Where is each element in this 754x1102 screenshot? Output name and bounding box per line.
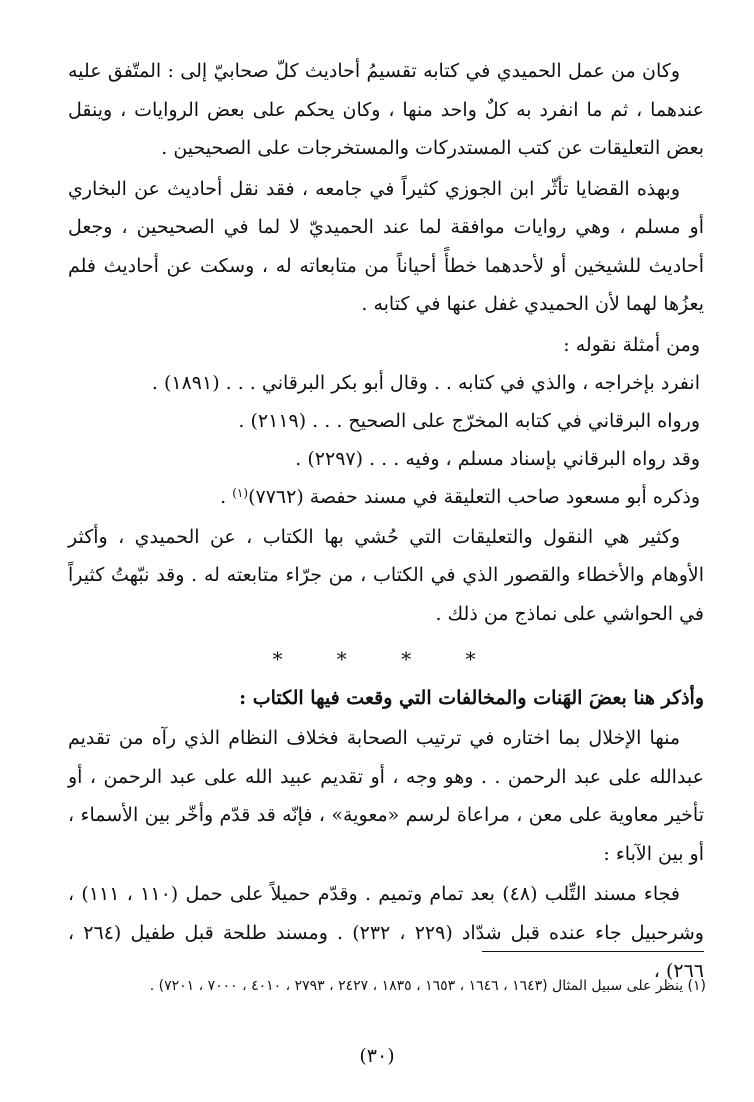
example-end: . <box>220 485 227 508</box>
examples-intro: ومن أمثلة نقوله : <box>563 333 700 356</box>
section-separator: * * * * <box>272 647 500 671</box>
example-item-with-footnote <box>68 478 704 516</box>
paragraph-notes-and-errors: وكثير هي النقول والتعليقات التي حُشي بها الكتاب ، عن الحميدي ، وأكثر الأوهام والأخطاء والقصور الذي في الكتاب ، من جرّاء متابعته له . وقد نبّهتُ كثيراً في الحواشي على نماذج من ذلك . <box>68 525 704 625</box>
example-item: وقد رواه البرقاني بإسناد مسلم ، وفيه . . . (٢٢٩٧) . <box>295 447 700 470</box>
section-heading: وأذكر هنا بعضَ الهَنات والمخالفات التي وقعت فيها الكتاب : <box>239 687 704 709</box>
paragraph-ordering-examples: فجاء مسند التِّلب (٤٨) بعد تمام وتميم . وقدّم حميلاً على حمل (١١٠ ، ١١١) ، وشرحبيل جاء عنده قبل شدّاد (٢٢٩ ، ٢٣٢) . ومسند طلحة قبل طفيل (٢٦٤ ، ٢٦٦) ، <box>68 883 704 982</box>
page-number: (٣٠) <box>359 1045 395 1067</box>
footnote: (١) ينظر على سبيل المثال (١٦٤٣ ، ١٦٤٦ ، ١٦٥٣ ، ١٨٣٥ ، ٢٤٢٧ ، ٢٧٩٣ ، ٤٠١٠ ، ٧٠٠٠ ، ٧٢٠١) . <box>149 978 706 994</box>
example-item: ورواه البرقاني في كتابه المخرّج على الصحيح . . . (٢١١٩) . <box>238 409 700 432</box>
examples-section <box>68 326 704 516</box>
paragraph-hamidi-method: وكان من عمل الحميدي في كتابه تقسيمُ أحاديث كلّ صحابيّ إلى : المتّفق عليه عندهما ، ثم ما انفرد به كلٌ واحد منها ، وكان يحكم على بعض الروايات ، وينقل بعض التعليقات عن كتب المستدركات والمستخرجات على الصحيحين . <box>68 60 704 159</box>
footnote-marker: (١) <box>232 485 249 500</box>
example-text: وذكره أبو مسعود صاحب التعليقة في مسند حفصة (٧٧٦٢) <box>248 485 700 508</box>
paragraph-ordering-issues: منها الإخلال بما اختاره في ترتيب الصحابة فخلاف النظام الذي رآه من تقديم عبدالله على عبد الرحمن . . وهو وجه ، أو تقديم عبيد الله على عبد الرحمن ، أو تأخير معاوية على معن ، مراعاة لرسم «معوية» ، فإنّه قد قدّم وأخّر بين الأسماء ، أو بين الآباء : <box>68 727 704 865</box>
example-item: انفرد بإخراجه ، والذي في كتابه . . وقال أبو بكر البرقاني . . . (١٨٩١) . <box>151 371 700 394</box>
page-body <box>68 52 704 991</box>
paragraph-ibn-jawzi-influence: وبهذه القضايا تأثّر ابن الجوزي كثيراً في جامعه ، فقد نقل أحاديث عن البخاري أو مسلم ، وهي روايات موافقة لما عند الحميديّ لا لما في الصحيحين ، وجعل أحاديث للشيخين أو لأحدهما خطأً أحياناً من متابعاته له ، وسكت عن أحاديث فلم يعزُها لهما لأن الحميدي غفل عنها في كتابه . <box>68 177 704 315</box>
footnote-divider <box>482 951 704 952</box>
